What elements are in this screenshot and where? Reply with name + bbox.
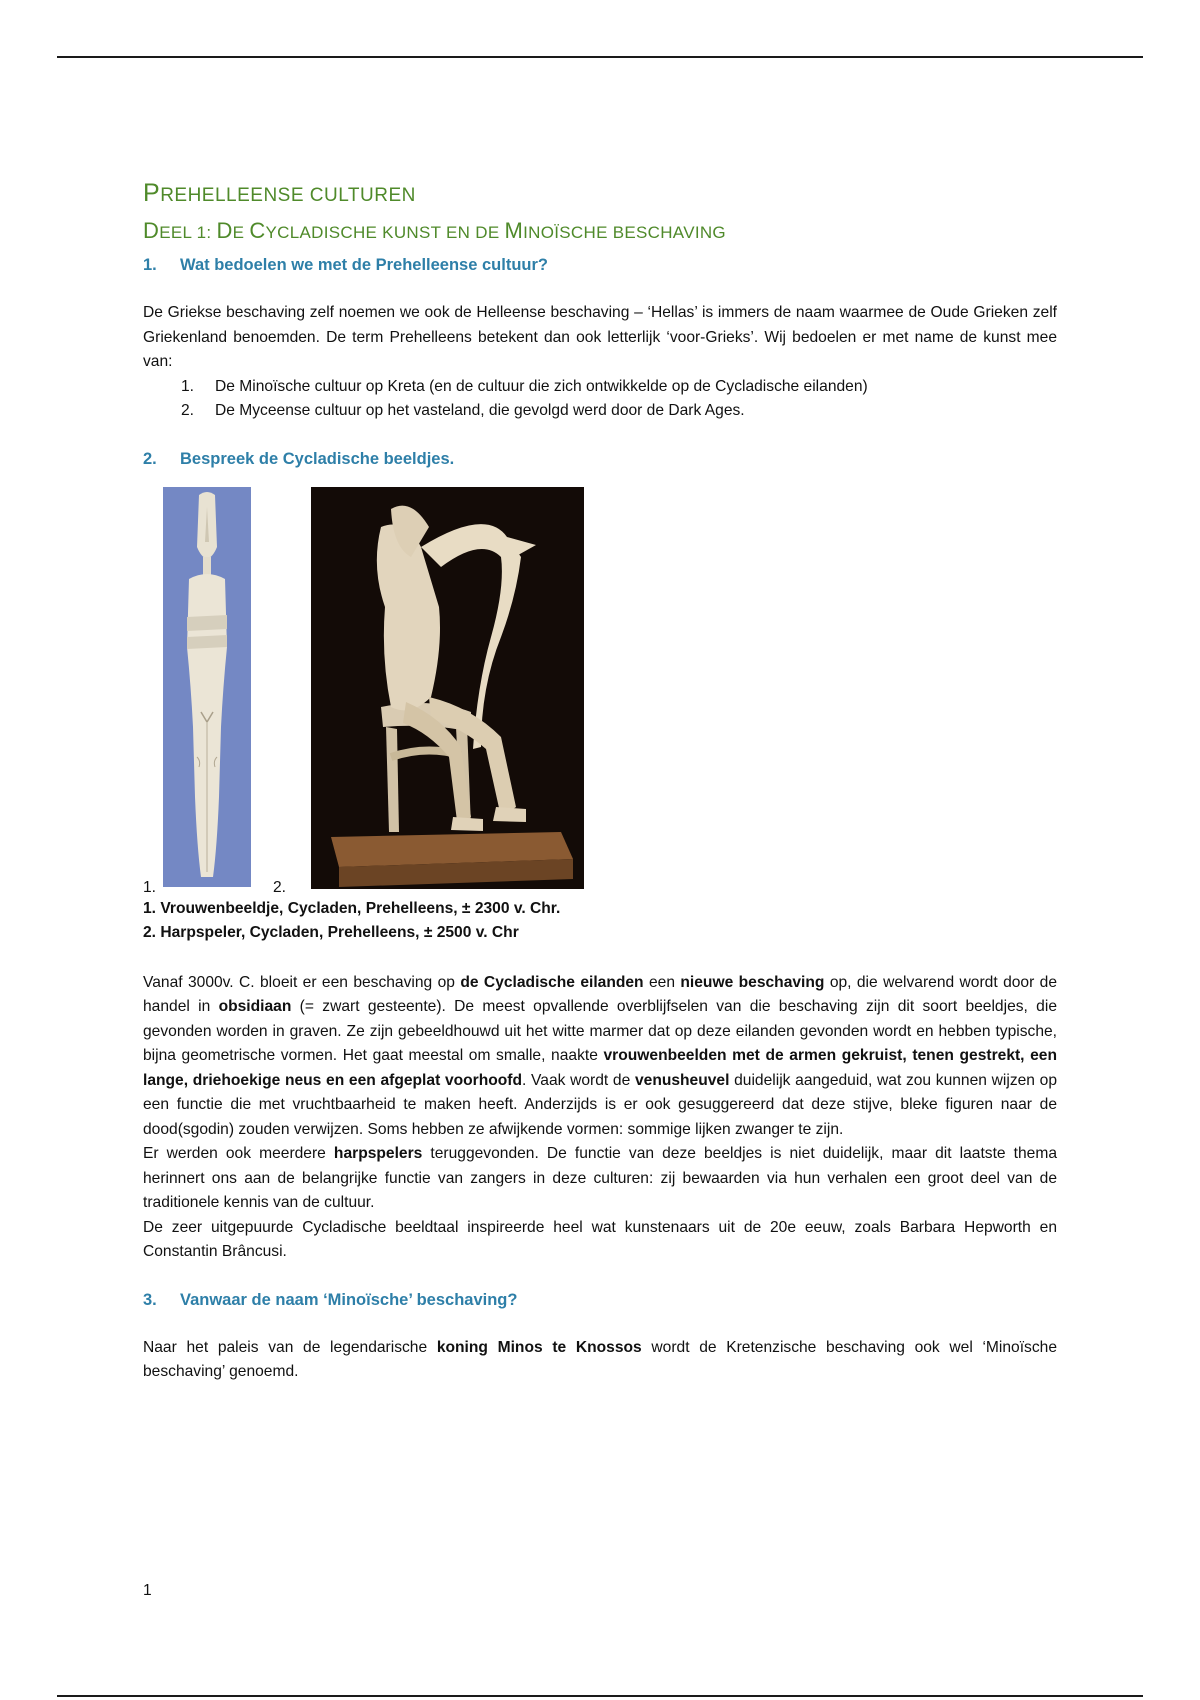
figure-label-1: 1. <box>143 878 157 896</box>
document-page <box>143 175 1057 1385</box>
figure-captions <box>143 897 1057 945</box>
paragraph: Vanaf 3000v. C. bloeit er een beschaving op de Cycladische eilanden een nieuwe beschaving op, die welvarend wordt door de handel in obsidiaan (= zwart gesteente). De meest opvallende overblijfselen van die beschaving zijn dit soort beeldjes, die gevonden worden in graven. Ze zijn gebeeldhouwd uit het witte marmer dat op deze eilanden gevonden wordt en hebben typische, bijna geometrische vormen. Het gaat meestal om smalle, naakte vrouwenbeelden met de armen gekruist, tenen gestrekt, een lange, driehoekige neus en een afgeplat voorhoofd. Vaak wordt de venusheuvel duidelijk aangeduid, wat zou kunnen wijzen op een functie die met vruchtbaarheid te maken heeft. Anderzijds is er ook gesuggereerd dat deze stijve, bleke figuren naar de dood(sgodin) zouden verwijzen. Soms hebben ze afwijkende vormen: sommige lijken zwanger te zijn. <box>143 973 1058 1138</box>
caption-2: 2. Harpspeler, Cycladen, Prehelleens, ± 2500 v. Chr <box>143 923 519 941</box>
footer-rule <box>57 1695 1143 1697</box>
numbered-list <box>143 375 1057 424</box>
section-heading: DEEL 1: DE CYCLADISCHE KUNST EN DE MINOÏSCHE BESCHAVING <box>143 218 726 243</box>
paragraph: Er werden ook meerdere harpspelers teruggevonden. De functie van deze beeldjes is niet duidelijk, maar dit laatste thema herinnert ons aan de belangrijke functie van zangers in deze culturen: zij bewaarden via hun verhalen een groot deel van de traditionele kennis van de cultuur. <box>143 1145 1057 1211</box>
header-rule <box>57 56 1143 58</box>
list-item: 1. De Minoïsche cultuur op Kreta (en de cultuur die zich ontwikkelde op de Cycladische eilanden) <box>181 377 868 395</box>
paragraph: De Griekse beschaving zelf noemen we ook de Helleense beschaving – ‘Hellas’ is immers de naam waarmee de Oude Grieken zelf Griekenland benoemden. De term Prehelleens betekent dan ook letterlijk ‘voor-Grieks’. Wij bedoelen er met name de kunst mee van: <box>143 304 1057 370</box>
paragraph: Naar het paleis van de legendarische koning Minos te Knossos wordt de Kretenzische beschaving ook wel ‘Minoïsche beschaving’ genoemd. <box>143 1338 1057 1380</box>
caption-1: 1. Vrouwenbeeldje, Cycladen, Prehelleens, ± 2300 v. Chr. <box>143 899 561 917</box>
paragraph: De zeer uitgepuurde Cycladische beeldtaal inspireerde heel wat kunstenaars uit de 20e eeuw, zoals Barbara Hepworth en Constantin Brâncusi. <box>143 1218 1057 1260</box>
female-figurine-photo <box>163 487 251 887</box>
figure-label-2: 2. <box>273 878 287 896</box>
page-number: 1 <box>143 1582 152 1599</box>
question-heading-1: 1. Wat bedoelen we met de Prehelleense cultuur? <box>143 256 548 274</box>
list-item: 2. De Myceense cultuur op het vasteland, die gevolgd werd door de Dark Ages. <box>181 402 745 419</box>
question-heading-2: 2. Bespreek de Cycladische beeldjes. <box>143 449 455 468</box>
question-heading-3: 3. Vanwaar de naam ‘Minoïsche’ beschaving? <box>143 1290 518 1309</box>
page-title: PREHELLEENSE CULTUREN <box>143 179 416 207</box>
harp-player-photo <box>311 487 584 889</box>
figure-row <box>143 487 1057 897</box>
